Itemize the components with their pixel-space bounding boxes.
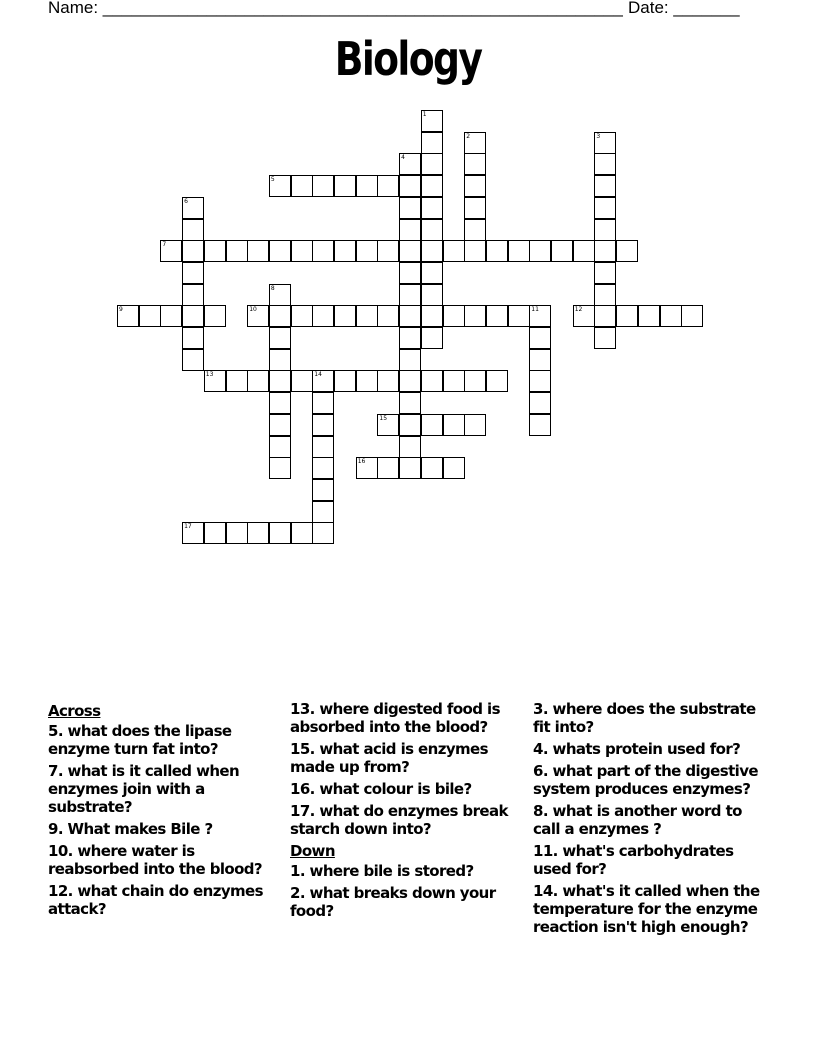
crossword-cell[interactable]	[247, 305, 269, 327]
crossword-cell[interactable]	[594, 153, 616, 175]
crossword-cell[interactable]	[529, 327, 551, 349]
crossword-cell[interactable]	[312, 305, 334, 327]
crossword-cell[interactable]	[529, 370, 551, 392]
crossword-cell[interactable]	[399, 219, 421, 241]
crossword-cell[interactable]	[269, 414, 291, 436]
crossword-cell[interactable]	[529, 414, 551, 436]
clue-number: 3.	[533, 700, 548, 718]
clue-down-3	[533, 700, 763, 736]
clue-across-10	[48, 842, 270, 878]
crossword-cell[interactable]	[356, 240, 378, 262]
clue-text: what part of the digestive system produces enzymes?	[533, 762, 758, 798]
crossword-cell[interactable]	[399, 392, 421, 414]
cell-number: 1	[422, 111, 427, 118]
clue-number: 8.	[533, 802, 548, 820]
cell-number: 15	[379, 414, 388, 422]
crossword-cell[interactable]	[291, 522, 313, 544]
crossword-cell[interactable]	[226, 240, 248, 262]
crossword-cell[interactable]	[269, 457, 291, 479]
crossword-cell[interactable]	[312, 175, 334, 197]
crossword-cell[interactable]	[421, 175, 443, 197]
crossword-cell[interactable]	[356, 457, 378, 479]
clue-text: what does the lipase enzyme turn fat into?	[48, 722, 232, 758]
clue-number: 2.	[290, 884, 305, 902]
crossword-cell[interactable]	[399, 175, 421, 197]
crossword-cell[interactable]	[486, 370, 508, 392]
crossword-cell[interactable]	[421, 110, 443, 132]
crossword-cell[interactable]	[399, 370, 421, 392]
crossword-cell[interactable]	[421, 197, 443, 219]
clue-across-9	[48, 820, 270, 838]
crossword-cell[interactable]	[443, 305, 465, 327]
cell-number: 9	[119, 306, 123, 314]
crossword-cell[interactable]	[399, 197, 421, 219]
clue-text: where water is reabsorbed into the blood?	[48, 842, 263, 878]
crossword-cell[interactable]	[182, 262, 204, 284]
crossword-cell[interactable]	[443, 414, 465, 436]
clue-number: 10.	[48, 842, 73, 860]
crossword-cell[interactable]	[269, 175, 291, 197]
cell-number: 14	[314, 371, 322, 379]
crossword-cell[interactable]	[182, 284, 204, 306]
crossword-cell[interactable]	[464, 305, 486, 327]
clue-text: what colour is bile?	[314, 780, 472, 798]
crossword-cell[interactable]	[182, 240, 204, 262]
crossword-cell[interactable]	[204, 370, 226, 392]
crossword-cell[interactable]	[269, 349, 291, 371]
crossword-cell[interactable]	[594, 175, 616, 197]
crossword-cell[interactable]	[529, 349, 551, 371]
crossword-cell[interactable]	[464, 197, 486, 219]
crossword-cell[interactable]	[226, 522, 248, 544]
cell-number: 8	[270, 284, 275, 292]
crossword-cell[interactable]	[312, 501, 334, 523]
clue-number: 9.	[48, 820, 63, 838]
clue-across-13	[290, 700, 512, 736]
crossword-cell[interactable]	[356, 370, 378, 392]
crossword-cell[interactable]	[464, 414, 486, 436]
clue-across-17	[290, 802, 512, 838]
crossword-cell[interactable]	[269, 522, 291, 544]
crossword-cell[interactable]	[334, 175, 356, 197]
crossword-cell[interactable]	[182, 349, 204, 371]
crossword-cell[interactable]	[594, 262, 616, 284]
cell-number: 4	[401, 154, 405, 162]
crossword-cell[interactable]	[356, 305, 378, 327]
crossword-cell[interactable]	[204, 305, 226, 327]
crossword-cell[interactable]	[421, 132, 443, 154]
crossword-cell[interactable]	[312, 479, 334, 501]
crossword-cell[interactable]	[421, 327, 443, 349]
crossword-cell[interactable]	[399, 240, 421, 262]
crossword-cell[interactable]	[312, 436, 334, 458]
crossword-cell[interactable]	[247, 370, 269, 392]
clue-text: what breaks down your food?	[290, 884, 496, 920]
crossword-cell[interactable]	[594, 240, 616, 262]
crossword-cell[interactable]	[312, 370, 334, 392]
clue-number: 7.	[48, 762, 63, 780]
crossword-cell[interactable]	[334, 305, 356, 327]
clue-text: where bile is stored?	[304, 862, 474, 880]
crossword-cell[interactable]	[291, 240, 313, 262]
crossword-cell[interactable]	[377, 414, 399, 436]
clue-number: 5.	[48, 722, 63, 740]
crossword-cell[interactable]	[399, 262, 421, 284]
crossword-cell[interactable]	[399, 327, 421, 349]
clue-across-7	[48, 762, 270, 816]
crossword-cell[interactable]	[443, 457, 465, 479]
crossword-cell[interactable]	[377, 240, 399, 262]
crossword-cell[interactable]	[464, 175, 486, 197]
crossword-cell[interactable]	[421, 414, 443, 436]
clue-text: what do enzymes break starch down into?	[290, 802, 508, 838]
crossword-cell[interactable]	[421, 153, 443, 175]
clue-number: 14.	[533, 882, 558, 900]
clue-text: whats protein used for?	[547, 740, 741, 758]
clue-down-14	[533, 882, 763, 936]
clues-column-2	[290, 700, 512, 924]
down-heading: Down	[290, 842, 335, 860]
crossword-cell[interactable]	[464, 153, 486, 175]
crossword-cell[interactable]	[182, 305, 204, 327]
date-field[interactable]: Date: _______	[628, 0, 740, 17]
crossword-cell[interactable]	[486, 305, 508, 327]
crossword-cell[interactable]	[616, 240, 638, 262]
crossword-cell[interactable]	[421, 262, 443, 284]
crossword-cell[interactable]	[660, 305, 682, 327]
crossword-cell[interactable]	[551, 240, 573, 262]
clue-across-15	[290, 740, 512, 776]
clue-down-11	[533, 842, 763, 878]
crossword-cell[interactable]	[247, 240, 269, 262]
crossword-cell[interactable]	[443, 240, 465, 262]
clue-down-4	[533, 740, 763, 758]
crossword-cell[interactable]	[356, 175, 378, 197]
crossword-cell[interactable]	[594, 284, 616, 306]
crossword-cell[interactable]	[247, 522, 269, 544]
crossword-cell[interactable]	[594, 327, 616, 349]
crossword-cell[interactable]	[377, 457, 399, 479]
clue-text: what acid is enzymes made up from?	[290, 740, 488, 776]
crossword-cell[interactable]	[269, 284, 291, 306]
crossword-cell[interactable]	[377, 370, 399, 392]
crossword-cell[interactable]	[421, 219, 443, 241]
crossword-cell[interactable]	[573, 305, 595, 327]
cell-number: 6	[184, 197, 188, 205]
crossword-cell[interactable]	[399, 349, 421, 371]
crossword-cell[interactable]	[421, 457, 443, 479]
crossword-cell[interactable]	[486, 240, 508, 262]
crossword-cell[interactable]	[399, 414, 421, 436]
crossword-cell[interactable]	[594, 197, 616, 219]
clues-column-1	[48, 700, 270, 922]
crossword-cell[interactable]	[334, 370, 356, 392]
cell-number: 12	[574, 306, 583, 314]
cell-number: 17	[184, 523, 192, 531]
crossword-cell[interactable]	[269, 392, 291, 414]
crossword-cell[interactable]	[160, 305, 182, 327]
clue-down-2	[290, 884, 512, 920]
crossword-cell[interactable]	[182, 522, 204, 544]
cell-number: 3	[596, 132, 601, 140]
crossword-cell[interactable]	[399, 457, 421, 479]
crossword-cell[interactable]	[681, 305, 703, 327]
crossword-cell[interactable]	[529, 240, 551, 262]
crossword-cell[interactable]	[269, 305, 291, 327]
cell-number: 5	[270, 176, 275, 184]
crossword-cell[interactable]	[269, 327, 291, 349]
crossword-cell[interactable]	[377, 175, 399, 197]
crossword-cell[interactable]	[291, 370, 313, 392]
cell-number: 16	[357, 458, 366, 466]
crossword-cell[interactable]	[421, 284, 443, 306]
across-heading: Across	[48, 702, 101, 720]
clue-number: 13.	[290, 700, 315, 718]
crossword-cell[interactable]	[573, 240, 595, 262]
crossword-cell[interactable]	[312, 457, 334, 479]
crossword-cell[interactable]	[312, 392, 334, 414]
clue-number: 17.	[290, 802, 315, 820]
crossword-cell[interactable]	[508, 240, 530, 262]
crossword-cell[interactable]	[638, 305, 660, 327]
crossword-cell[interactable]	[334, 240, 356, 262]
crossword-cell[interactable]	[616, 305, 638, 327]
crossword-cell[interactable]	[291, 175, 313, 197]
clue-text: what chain do enzymes attack?	[48, 882, 263, 918]
name-field[interactable]: Name: _______________________________________________________	[48, 0, 623, 17]
crossword-cell[interactable]	[421, 305, 443, 327]
clue-number: 6.	[533, 762, 548, 780]
crossword-cell[interactable]	[464, 132, 486, 154]
cell-number: 2	[466, 132, 471, 140]
clue-number: 4.	[533, 740, 548, 758]
clue-across-16	[290, 780, 512, 798]
page-title: Biology	[334, 32, 482, 86]
clue-text: what's carbohydrates used for?	[533, 842, 734, 878]
crossword-cell[interactable]	[594, 305, 616, 327]
crossword-cell[interactable]	[182, 197, 204, 219]
crossword-cell[interactable]	[291, 305, 313, 327]
crossword-cell[interactable]	[182, 219, 204, 241]
crossword-cell[interactable]	[421, 240, 443, 262]
crossword-cell[interactable]	[399, 284, 421, 306]
clue-text: what's it called when the temperature for the enzyme reaction isn't high enough?	[533, 882, 760, 936]
crossword-cell[interactable]	[399, 436, 421, 458]
crossword-cell[interactable]	[117, 305, 139, 327]
crossword-cell[interactable]	[160, 240, 182, 262]
clue-text: what is it called when enzymes join with a substrate?	[48, 762, 240, 816]
clue-across-12	[48, 882, 270, 918]
cell-number: 10	[249, 306, 257, 314]
crossword-cell[interactable]	[204, 522, 226, 544]
clue-number: 12.	[48, 882, 73, 900]
crossword-cell[interactable]	[312, 522, 334, 544]
crossword-cell[interactable]	[269, 240, 291, 262]
clue-number: 1.	[290, 862, 305, 880]
clue-number: 16.	[290, 780, 315, 798]
clue-text: what is another word to call a enzymes ?	[533, 802, 742, 838]
crossword-cell[interactable]	[312, 240, 334, 262]
crossword-cell[interactable]	[139, 305, 161, 327]
clue-down-1	[290, 862, 512, 880]
crossword-cell[interactable]	[399, 153, 421, 175]
clue-number: 15.	[290, 740, 315, 758]
cell-number: 7	[162, 241, 167, 249]
cell-number: 11	[531, 306, 539, 314]
clue-down-6	[533, 762, 763, 798]
clue-text: where digested food is absorbed into the blood?	[290, 700, 500, 736]
clue-number: 11.	[533, 842, 558, 860]
crossword-cell[interactable]	[204, 240, 226, 262]
crossword-cell[interactable]	[421, 370, 443, 392]
crossword-cell[interactable]	[269, 436, 291, 458]
crossword-cell[interactable]	[226, 370, 248, 392]
clue-down-8	[533, 802, 763, 838]
clues-column-3	[533, 700, 763, 940]
crossword-cell[interactable]	[269, 370, 291, 392]
crossword-cell[interactable]	[529, 392, 551, 414]
crossword-cell[interactable]	[464, 240, 486, 262]
crossword-cell[interactable]	[594, 219, 616, 241]
crossword-cell[interactable]	[312, 414, 334, 436]
clue-across-5	[48, 722, 270, 758]
crossword-cell[interactable]	[508, 305, 530, 327]
crossword-cell[interactable]	[529, 305, 551, 327]
crossword-cell[interactable]	[377, 305, 399, 327]
cell-number: 13	[205, 371, 214, 379]
crossword-cell[interactable]	[182, 327, 204, 349]
clue-text: What makes Bile ?	[62, 820, 213, 838]
crossword-cell[interactable]	[399, 305, 421, 327]
crossword-cell[interactable]	[464, 370, 486, 392]
crossword-cell[interactable]	[443, 370, 465, 392]
crossword-cell[interactable]	[464, 219, 486, 241]
clue-text: where does the substrate fit into?	[533, 700, 756, 736]
crossword-cell[interactable]	[594, 132, 616, 154]
